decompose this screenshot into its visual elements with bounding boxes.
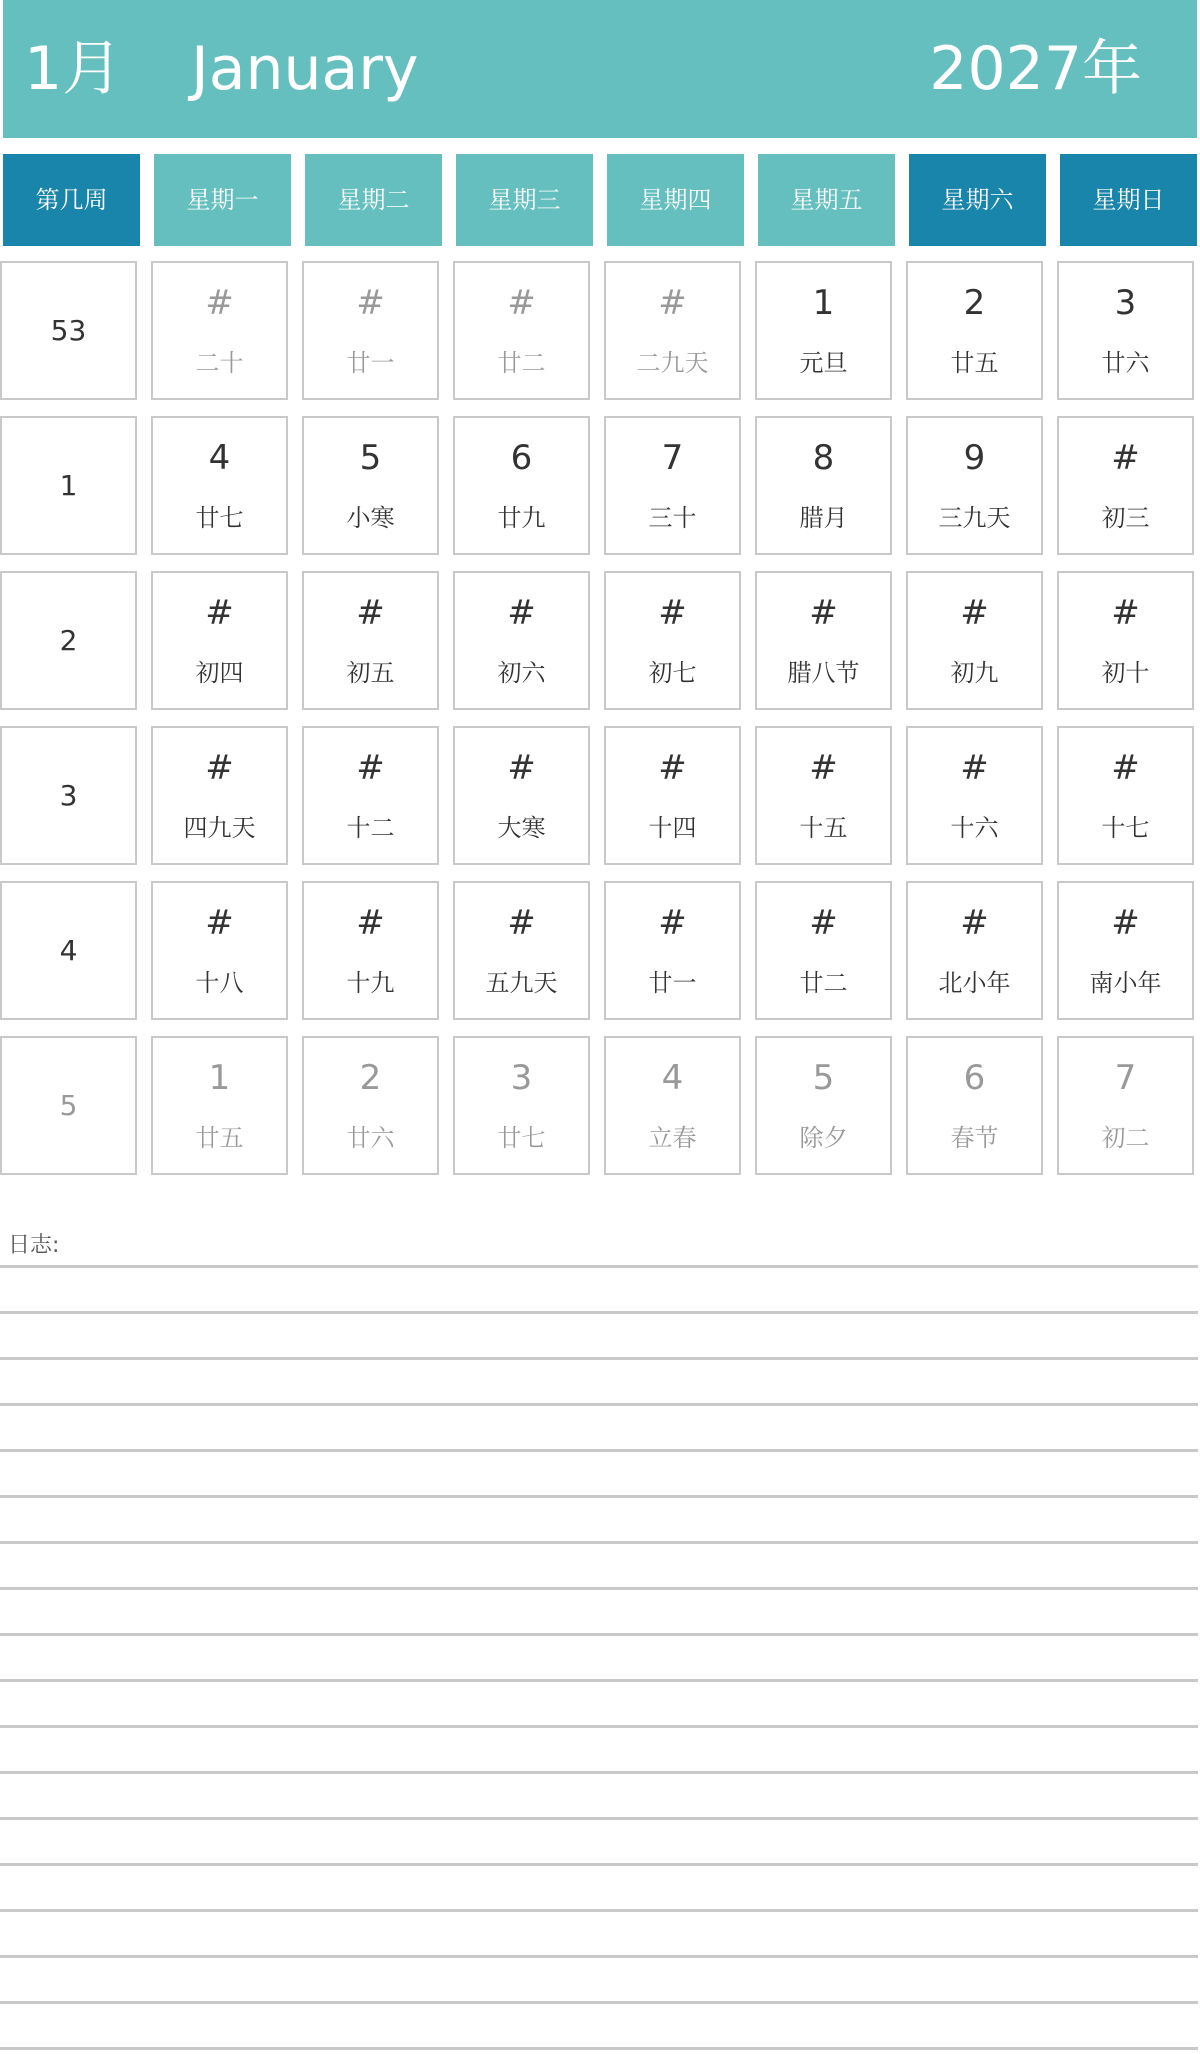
day-number: # — [507, 593, 536, 633]
lunar-date: 十九 — [346, 969, 395, 997]
log-label: 日志: — [8, 1233, 60, 1258]
week-number-cell — [0, 881, 137, 1020]
day-cell[interactable] — [302, 726, 439, 865]
log-line — [0, 1449, 1198, 1452]
day-cell[interactable] — [604, 416, 741, 555]
day-number: # — [205, 593, 234, 633]
day-number: # — [356, 593, 385, 633]
day-number: # — [356, 283, 385, 323]
month-number: 1月 — [24, 34, 123, 104]
log-line — [0, 1909, 1198, 1912]
day-number: 6 — [510, 438, 533, 478]
lunar-date: 初六 — [497, 659, 546, 687]
day-cell[interactable] — [302, 261, 439, 400]
log-line — [0, 1587, 1198, 1590]
log-line — [0, 1725, 1198, 1728]
week-number-header: 第几周 — [3, 154, 140, 246]
weekday-header: 星期五 — [758, 154, 895, 246]
lunar-date: 十六 — [950, 814, 999, 842]
day-number: 4 — [208, 438, 231, 478]
day-cell[interactable] — [151, 726, 288, 865]
day-cell[interactable] — [302, 416, 439, 555]
day-cell[interactable] — [755, 416, 892, 555]
day-number: 1 — [812, 283, 835, 323]
day-number: 2 — [963, 283, 986, 323]
weekday-header-row — [0, 154, 1200, 246]
day-number: 7 — [1114, 1058, 1137, 1098]
day-cell[interactable] — [1057, 416, 1194, 555]
day-cell[interactable] — [1057, 726, 1194, 865]
lunar-date: 十七 — [1101, 814, 1150, 842]
weekday-header: 星期一 — [154, 154, 291, 246]
lunar-date: 三九天 — [938, 504, 1011, 532]
weekday-header: 星期四 — [607, 154, 744, 246]
week-number: 3 — [59, 779, 78, 812]
lunar-date: 廿二 — [799, 969, 848, 997]
day-cell[interactable] — [755, 571, 892, 710]
day-cell[interactable] — [604, 261, 741, 400]
week-number-cell — [0, 261, 137, 400]
log-line — [0, 1633, 1198, 1636]
day-number: # — [1111, 903, 1140, 943]
lunar-date: 十五 — [799, 814, 848, 842]
lunar-date: 初七 — [648, 659, 697, 687]
day-cell[interactable] — [1057, 571, 1194, 710]
day-cell[interactable] — [302, 571, 439, 710]
lunar-date: 廿六 — [346, 1124, 395, 1152]
lunar-date: 廿六 — [1101, 349, 1150, 377]
day-cell[interactable] — [906, 726, 1043, 865]
log-line — [0, 2047, 1198, 2050]
month-name: January — [191, 34, 419, 104]
lunar-date: 廿五 — [950, 349, 999, 377]
lunar-date: 五九天 — [485, 969, 558, 997]
log-line — [0, 2001, 1198, 2004]
log-line — [0, 1357, 1198, 1360]
week-number: 53 — [50, 314, 87, 347]
lunar-date: 小寒 — [346, 504, 395, 532]
lunar-date: 初五 — [346, 659, 395, 687]
day-cell[interactable] — [453, 881, 590, 1020]
day-number: # — [809, 903, 838, 943]
day-number: # — [205, 748, 234, 788]
lunar-date: 南小年 — [1089, 969, 1162, 997]
day-cell[interactable] — [151, 416, 288, 555]
day-cell[interactable] — [755, 1036, 892, 1175]
lunar-date: 廿五 — [195, 1124, 244, 1152]
day-number: 4 — [661, 1058, 684, 1098]
lunar-date: 二九天 — [636, 349, 709, 377]
log-line — [0, 1817, 1198, 1820]
weekday-header: 星期六 — [909, 154, 1046, 246]
lunar-date: 腊八节 — [787, 659, 860, 687]
day-number: # — [1111, 748, 1140, 788]
day-number: # — [809, 748, 838, 788]
day-number: 5 — [812, 1058, 835, 1098]
day-number: 9 — [963, 438, 986, 478]
weekday-header: 星期三 — [456, 154, 593, 246]
day-cell[interactable] — [755, 881, 892, 1020]
day-number: # — [658, 593, 687, 633]
lunar-date: 除夕 — [799, 1124, 848, 1152]
day-number: 8 — [812, 438, 835, 478]
lunar-date: 大寒 — [497, 814, 546, 842]
day-cell[interactable] — [1057, 1036, 1194, 1175]
calendar-header — [3, 0, 1197, 138]
day-cell[interactable] — [302, 881, 439, 1020]
lunar-date: 廿一 — [648, 969, 697, 997]
lunar-date: 初三 — [1101, 504, 1150, 532]
lunar-date: 腊月 — [799, 504, 848, 532]
lunar-date: 十二 — [346, 814, 395, 842]
day-cell[interactable] — [906, 1036, 1043, 1175]
week-number-cell — [0, 571, 137, 710]
day-number: # — [205, 283, 234, 323]
log-line — [0, 1955, 1198, 1958]
log-line — [0, 1863, 1198, 1866]
lunar-date: 初十 — [1101, 659, 1150, 687]
day-cell[interactable] — [453, 416, 590, 555]
day-number: 2 — [359, 1058, 382, 1098]
day-cell[interactable] — [151, 881, 288, 1020]
lunar-date: 廿七 — [195, 504, 244, 532]
lunar-date: 四九天 — [183, 814, 256, 842]
day-cell[interactable] — [151, 261, 288, 400]
log-line — [0, 1541, 1198, 1544]
lunar-date: 元旦 — [799, 349, 848, 377]
lunar-date: 立春 — [648, 1124, 697, 1152]
day-cell[interactable] — [453, 726, 590, 865]
year-label: 2027年 — [929, 34, 1142, 104]
log-line — [0, 1771, 1198, 1774]
log-line — [0, 1311, 1198, 1314]
day-cell[interactable] — [755, 261, 892, 400]
week-number: 5 — [59, 1089, 78, 1122]
day-cell[interactable] — [151, 1036, 288, 1175]
lunar-date: 二十 — [195, 349, 244, 377]
day-number: 6 — [963, 1058, 986, 1098]
day-number: # — [507, 903, 536, 943]
day-cell[interactable] — [453, 571, 590, 710]
lunar-date: 廿二 — [497, 349, 546, 377]
log-line — [0, 1679, 1198, 1682]
log-line — [0, 1265, 1198, 1268]
day-number: # — [809, 593, 838, 633]
day-number: # — [205, 903, 234, 943]
day-cell[interactable] — [906, 416, 1043, 555]
day-cell[interactable] — [906, 571, 1043, 710]
week-number: 1 — [59, 469, 78, 502]
day-cell[interactable] — [604, 571, 741, 710]
day-number: 5 — [359, 438, 382, 478]
day-number: # — [1111, 438, 1140, 478]
day-cell[interactable] — [604, 1036, 741, 1175]
lunar-date: 三十 — [648, 504, 697, 532]
weekday-header: 星期二 — [305, 154, 442, 246]
lunar-date: 廿一 — [346, 349, 395, 377]
day-number: 7 — [661, 438, 684, 478]
day-number: # — [356, 903, 385, 943]
week-number-cell — [0, 416, 137, 555]
day-number: # — [507, 748, 536, 788]
day-number: # — [960, 748, 989, 788]
log-line — [0, 1403, 1198, 1406]
day-number: # — [960, 903, 989, 943]
lunar-date: 春节 — [950, 1124, 999, 1152]
weekday-header: 星期日 — [1060, 154, 1197, 246]
day-number: # — [658, 283, 687, 323]
lunar-date: 北小年 — [938, 969, 1011, 997]
lunar-date: 初九 — [950, 659, 999, 687]
day-cell[interactable] — [453, 261, 590, 400]
day-cell[interactable] — [755, 726, 892, 865]
day-cell[interactable] — [604, 881, 741, 1020]
day-number: # — [1111, 593, 1140, 633]
day-number: 1 — [208, 1058, 231, 1098]
lunar-date: 初二 — [1101, 1124, 1150, 1152]
lunar-date: 初四 — [195, 659, 244, 687]
lunar-date: 廿七 — [497, 1124, 546, 1152]
day-number: 3 — [1114, 283, 1137, 323]
day-number: # — [960, 593, 989, 633]
day-cell[interactable] — [1057, 881, 1194, 1020]
log-line — [0, 1495, 1198, 1498]
day-cell[interactable] — [906, 261, 1043, 400]
lunar-date: 廿九 — [497, 504, 546, 532]
day-number: # — [356, 748, 385, 788]
day-cell[interactable] — [906, 881, 1043, 1020]
week-number-cell — [0, 1036, 137, 1175]
week-number-cell — [0, 726, 137, 865]
day-number: # — [658, 903, 687, 943]
lunar-date: 十四 — [648, 814, 697, 842]
week-number: 2 — [59, 624, 78, 657]
day-cell[interactable] — [302, 1036, 439, 1175]
day-cell[interactable] — [1057, 261, 1194, 400]
day-cell[interactable] — [604, 726, 741, 865]
day-number: 3 — [510, 1058, 533, 1098]
week-number: 4 — [59, 934, 78, 967]
day-cell[interactable] — [453, 1036, 590, 1175]
day-cell[interactable] — [151, 571, 288, 710]
day-number: # — [658, 748, 687, 788]
lunar-date: 十八 — [195, 969, 244, 997]
day-number: # — [507, 283, 536, 323]
